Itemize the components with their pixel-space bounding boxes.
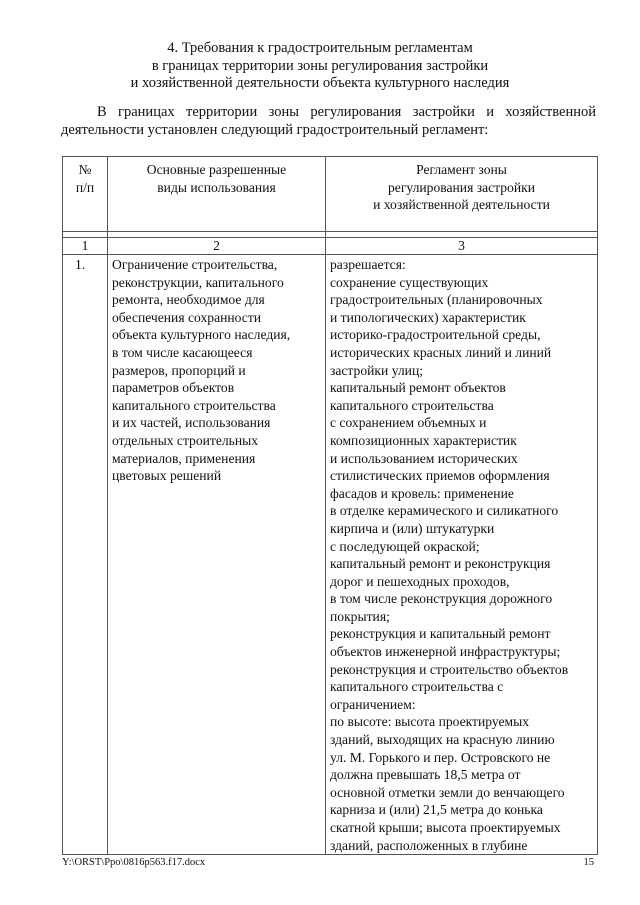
heading-line: и хозяйственной деятельности объекта культурного наследия — [130, 75, 510, 91]
cell-text-line: размеров, пропорций и — [112, 362, 246, 378]
cell-text-line: стилистических приемов оформления — [330, 468, 550, 484]
cell-text-line: материалов, применения — [112, 450, 256, 466]
cell-text-line: Ограничение строительства, — [112, 257, 278, 272]
table-header-row — [63, 157, 598, 232]
cell-text-line: с последующей окраской; — [330, 538, 480, 554]
cell-text-line: скатной крыши; высота проектируемых — [330, 820, 561, 835]
page-number: 15 — [583, 857, 594, 868]
cell-text-line: капитальный ремонт объектов — [330, 380, 506, 396]
cell-text-line: и их частей, использования — [112, 415, 271, 431]
intro-line: В границах территории зоны регулирования застройки и хозяйственной — [97, 104, 596, 120]
cell-text-line: композиционных характеристик — [330, 432, 517, 448]
cell-text-line: и типологических) характеристик — [330, 309, 526, 325]
cell-text-line: реконструкции, капитального — [112, 274, 284, 290]
column-number: 3 — [326, 238, 598, 255]
cell-text-line: ограничением: — [330, 696, 416, 712]
column-number-row — [63, 238, 598, 255]
cell-text-line: капитального строительства — [330, 397, 494, 413]
cell-text-line: реконструкция и строительство объектов — [330, 661, 569, 677]
cell-text-line: ул. М. Горького и пер. Островского не — [330, 749, 551, 765]
cell-text-line: в отделке керамического и силикатного — [330, 503, 559, 519]
cell-text-line: обеспечения сохранности — [112, 309, 262, 325]
row-number: 1. — [63, 255, 108, 855]
cell-text-line: дорог и пешеходных проходов, — [330, 573, 510, 589]
heading-line: 4. Требования к градостроительным регламентам — [167, 40, 473, 56]
cell-text-line: параметров объектов — [112, 380, 235, 396]
cell-text-line: должна превышать 18,5 метра от — [330, 767, 521, 783]
column-number: 1 — [63, 238, 108, 255]
cell-text-line: и использованием исторических — [330, 450, 518, 466]
cell-text-line: с сохранением объемных и — [330, 415, 487, 431]
cell-text-line: карниза и (или) 21,5 метра до конька — [330, 802, 543, 818]
heading-line: в границах территории зоны регулирования застройки — [151, 57, 489, 74]
cell-text-line: объектов инженерной инфраструктуры; — [330, 644, 561, 660]
cell-text-line: застройки улиц; — [330, 362, 423, 378]
header-uses: Основные разрешенные виды использования — [108, 157, 326, 232]
cell-text-line: зданий, выходящих на красную линию — [330, 732, 555, 748]
cell-text-line: по высоте: высота проектируемых — [330, 714, 530, 730]
cell-text-line: зданий, расположенных в глубине — [330, 837, 528, 853]
cell-text-line: капитального строительства — [112, 397, 276, 413]
cell-text-line: цветовых решений — [112, 468, 222, 484]
header-number: № п/п — [63, 157, 108, 232]
cell-text-line: реконструкция и капитальный ремонт — [330, 626, 551, 642]
footer-file-path: Y:\ORST\Ppo\0816p563.f17.docx — [62, 857, 206, 868]
intro-line: деятельности установлен следующий градостроительный регламент: — [61, 122, 489, 138]
header-regulation: Регламент зоны регулирования застройки и хозяйственной деятельности — [326, 157, 598, 232]
cell-text-line: капитального строительства с — [330, 679, 504, 695]
row-use-cell — [108, 255, 326, 855]
cell-text-line: покрытия; — [330, 608, 390, 624]
intro-paragraph — [61, 103, 596, 139]
cell-text-line: отдельных строительных — [112, 432, 259, 448]
cell-text-line: в том числе касающееся — [112, 344, 253, 360]
cell-text-line: градостроительных (планировочных — [330, 292, 543, 308]
column-number: 2 — [108, 238, 326, 255]
cell-text-line: фасадов и кровель: применение — [330, 485, 514, 501]
cell-text-line: разрешается: — [330, 257, 406, 272]
row-regulation-cell — [326, 255, 598, 855]
cell-text-line: исторических красных линий и линий — [330, 344, 552, 360]
regulation-table — [62, 156, 598, 855]
cell-text-line: в том числе реконструкция дорожного — [330, 591, 553, 607]
cell-text-line: историко-градостроительной среды, — [330, 327, 541, 343]
cell-text-line: основной отметки земли до венчающего — [330, 784, 565, 800]
cell-text-line: объекта культурного наследия, — [112, 327, 291, 343]
cell-text-line: ремонта, необходимое для — [112, 292, 265, 308]
cell-text-line: сохранение существующих — [330, 274, 489, 290]
cell-text-line: кирпича и (или) штукатурки — [330, 520, 495, 536]
cell-text-line: капитальный ремонт и реконструкция — [330, 556, 551, 572]
table-row — [63, 255, 598, 855]
section-heading — [0, 40, 640, 93]
